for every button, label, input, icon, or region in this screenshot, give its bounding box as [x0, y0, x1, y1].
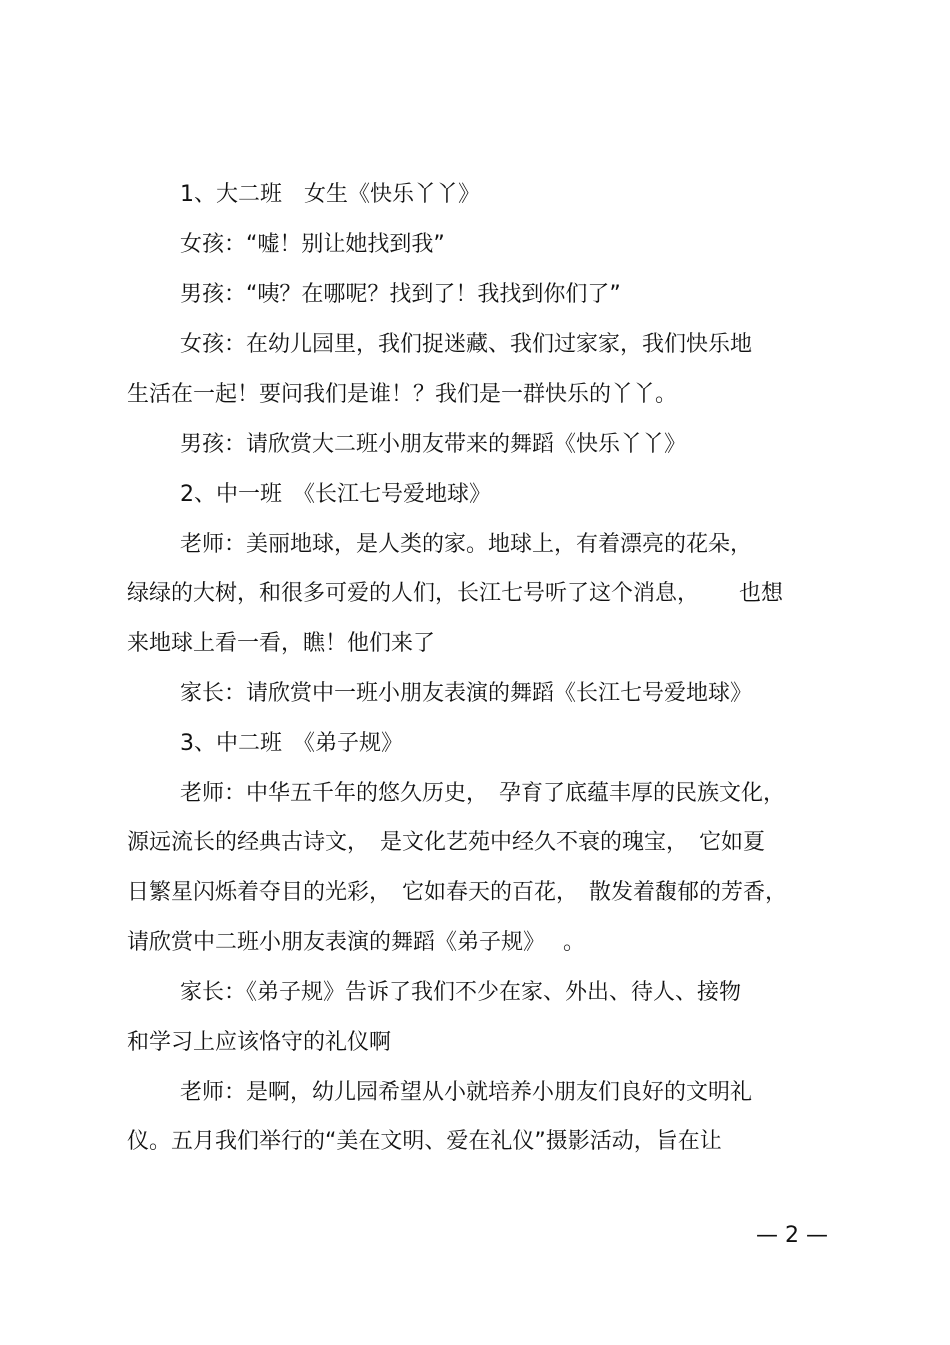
paragraph-line: 3、中二班 《弟子规》	[180, 731, 403, 756]
paragraph-line: 男孩：“咦？在哪呢？找到了！我找到你们了”	[180, 282, 621, 307]
paragraph-line: 绿绿的大树，和很多可爱的人们，长江七号听了这个消息， 也想	[127, 581, 783, 606]
paragraph-line: 日繁星闪烁着夺目的光彩， 它如春天的百花， 散发着馥郁的芳香，	[127, 880, 788, 905]
paragraph-line: 男孩：请欣赏大二班小朋友带来的舞蹈《快乐丫丫》	[180, 432, 687, 457]
paragraph-line: 2、中一班 《长江七号爱地球》	[180, 482, 491, 507]
paragraph-line: 仪。五月我们举行的“美在文明、爱在礼仪”摄影活动，旨在让	[127, 1129, 722, 1154]
paragraph-line: 女孩：在幼儿园里，我们捉迷藏、我们过家家，我们快乐地	[180, 332, 753, 357]
paragraph-line: 源远流长的经典古诗文， 是文化艺苑中经久不衰的瑰宝， 它如夏	[127, 830, 766, 855]
paragraph-line: 1、大二班 女生《快乐丫丫》	[180, 182, 480, 207]
paragraph-line: 老师：是啊，幼儿园希望从小就培养小朋友们良好的文明礼	[180, 1080, 753, 1105]
paragraph-line: 老师：中华五千年的悠久历史， 孕育了底蕴丰厚的民族文化，	[180, 781, 786, 806]
paragraph-line: 生活在一起！要问我们是谁！？我们是一群快乐的丫丫。	[127, 382, 678, 407]
paragraph-line: 女孩：“嘘！别让她找到我”	[180, 232, 445, 257]
paragraph-line: 家长：《弟子规》告诉了我们不少在家、外出、待人、接物	[180, 980, 742, 1005]
paragraph-line: 和学习上应该恪守的礼仪啊	[127, 1030, 392, 1055]
paragraph-line: 老师：美丽地球，是人类的家。地球上，有着漂亮的花朵，	[180, 532, 753, 557]
paragraph-line: 请欣赏中二班小朋友表演的舞蹈《弟子规》 。	[127, 930, 585, 955]
paragraph-line: 家长：请欣赏中一班小朋友表演的舞蹈《长江七号爱地球》	[180, 681, 753, 706]
page-number: — 2 —	[756, 1223, 828, 1248]
paragraph-line: 来地球上看一看，瞧！他们来了	[127, 631, 436, 656]
